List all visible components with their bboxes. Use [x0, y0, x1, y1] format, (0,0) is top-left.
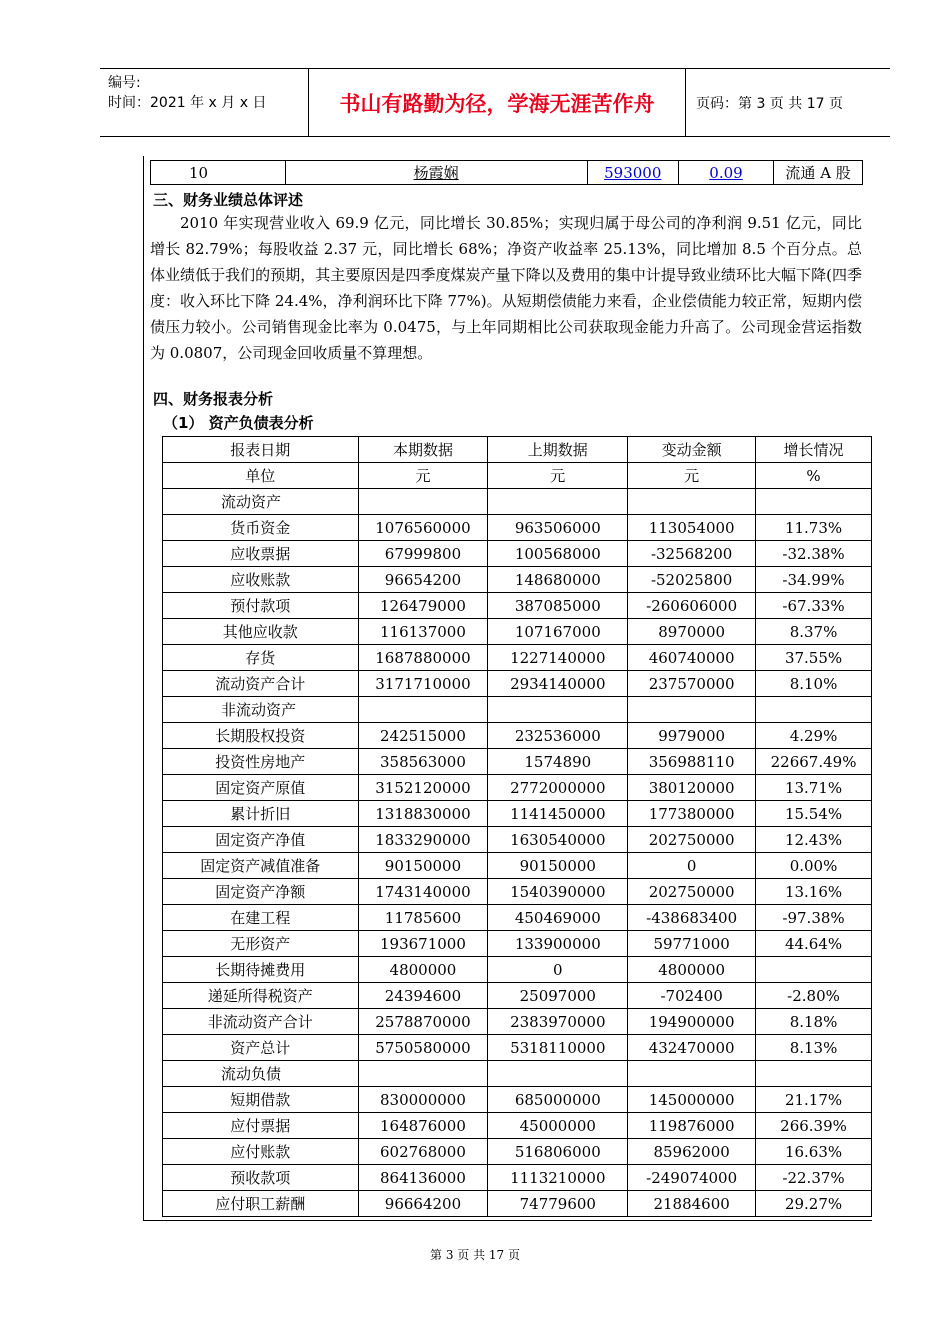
- value-cell: 25097000: [488, 983, 628, 1009]
- row-label-cell: 短期借款: [163, 1087, 359, 1113]
- value-cell: 380120000: [628, 775, 756, 801]
- value-cell: 29.27%: [756, 1191, 872, 1217]
- row-label-cell: 投资性房地产: [163, 749, 359, 775]
- value-cell: 21.17%: [756, 1087, 872, 1113]
- value-cell: 516806000: [488, 1139, 628, 1165]
- value-cell: 145000000: [628, 1087, 756, 1113]
- value-cell: 90150000: [488, 853, 628, 879]
- row-label-cell: 长期待摊费用: [163, 957, 359, 983]
- row-label-cell: 流动资产: [163, 489, 359, 515]
- value-cell: 266.39%: [756, 1113, 872, 1139]
- row-label-cell: 无形资产: [163, 931, 359, 957]
- value-cell: 15.54%: [756, 801, 872, 827]
- value-cell: 1076560000: [358, 515, 488, 541]
- value-cell: 133900000: [488, 931, 628, 957]
- header-cell: 变动金额: [628, 437, 756, 463]
- value-cell: 2383970000: [488, 1009, 628, 1035]
- value-cell: 113054000: [628, 515, 756, 541]
- value-cell: -34.99%: [756, 567, 872, 593]
- table-row: [163, 1035, 872, 1061]
- value-cell: 3171710000: [358, 671, 488, 697]
- value-cell: 602768000: [358, 1139, 488, 1165]
- row-label-cell: 非流动资产: [163, 697, 359, 723]
- row-label-cell: 资产总计: [163, 1035, 359, 1061]
- value-cell: 37.55%: [756, 645, 872, 671]
- value-cell: 1833290000: [358, 827, 488, 853]
- value-cell: -260606000: [628, 593, 756, 619]
- page-footer: 第 3 页 共 17 页: [430, 1248, 520, 1262]
- table-row: [163, 723, 872, 749]
- section3-paragraph: 2010 年实现营业收入 69.9 亿元，同比增长 30.85%；实现归属于母公司的净利润 9.51 亿元，同比增长 82.79%；每股收益 2.37 元，同比增长 68%；净资产收益率 25.13%，同比增加 8.5 个百分点。总体业绩低于我们的预期，其主要原因是四季度煤炭产量下降以及费用的集中计提导致业绩环比大幅下降(四季度：收入环比下降 24.4%，净利润环比下降 77%)。从短期偿债能力来看，企业偿债能力较正常，短期内偿债压力较小。公司销售现金比率为 0.0475，与上年同期相比公司获取现金能力升高了。公司现金营运指数为 0.0807，公司现金回收质量不算理想。: [150, 214, 862, 362]
- value-cell: 164876000: [358, 1113, 488, 1139]
- value-cell: -249074000: [628, 1165, 756, 1191]
- value-cell: 126479000: [358, 593, 488, 619]
- header-cell: 增长情况: [756, 437, 872, 463]
- row-label-cell: 固定资产原值: [163, 775, 359, 801]
- value-cell: 358563000: [358, 749, 488, 775]
- value-cell: -2.80%: [756, 983, 872, 1009]
- value-cell: 237570000: [628, 671, 756, 697]
- value-cell: 1318830000: [358, 801, 488, 827]
- header-meta: [100, 69, 309, 136]
- row-label-cell: 存货: [163, 645, 359, 671]
- row-label-cell: 固定资产净额: [163, 879, 359, 905]
- value-cell: 8.18%: [756, 1009, 872, 1035]
- value-cell: 8.37%: [756, 619, 872, 645]
- value-cell: [358, 697, 488, 723]
- value-cell: 194900000: [628, 1009, 756, 1035]
- value-cell: 0.00%: [756, 853, 872, 879]
- value-cell: 8.10%: [756, 671, 872, 697]
- header-page-label: 页码：第 3 页 共 17 页: [696, 95, 843, 112]
- number-label: 编号:: [108, 75, 141, 91]
- share-type-cell: 流通 A 股: [774, 161, 863, 185]
- value-cell: 1630540000: [488, 827, 628, 853]
- row-label-cell: 累计折旧: [163, 801, 359, 827]
- ratio-link[interactable]: 0.09: [678, 161, 773, 185]
- table-row: [163, 983, 872, 1009]
- header-row: [163, 437, 872, 463]
- value-cell: 67999800: [358, 541, 488, 567]
- value-cell: 432470000: [628, 1035, 756, 1061]
- table-row: [163, 957, 872, 983]
- value-cell: 13.16%: [756, 879, 872, 905]
- value-cell: 242515000: [358, 723, 488, 749]
- value-cell: 148680000: [488, 567, 628, 593]
- value-cell: 8970000: [628, 619, 756, 645]
- table-row: [163, 1113, 872, 1139]
- table-row: [163, 645, 872, 671]
- page-header: [100, 68, 890, 137]
- row-label-cell: 固定资产净值: [163, 827, 359, 853]
- table-row: [163, 827, 872, 853]
- value-cell: 107167000: [488, 619, 628, 645]
- section3-body: [150, 210, 862, 366]
- value-cell: 22667.49%: [756, 749, 872, 775]
- row-label-cell: 应付职工薪酬: [163, 1191, 359, 1217]
- value-cell: 193671000: [358, 931, 488, 957]
- value-cell: 11785600: [358, 905, 488, 931]
- table-row: [163, 775, 872, 801]
- table-row: [163, 541, 872, 567]
- row-label-cell: 递延所得税资产: [163, 983, 359, 1009]
- value-cell: [756, 697, 872, 723]
- value-cell: 4800000: [628, 957, 756, 983]
- balance-sheet-body: [163, 489, 872, 1217]
- table-row: [163, 879, 872, 905]
- value-cell: 3152120000: [358, 775, 488, 801]
- value-cell: 1227140000: [488, 645, 628, 671]
- value-cell: [358, 489, 488, 515]
- row-label-cell: 应付票据: [163, 1113, 359, 1139]
- value-cell: 96654200: [358, 567, 488, 593]
- value-cell: 202750000: [628, 827, 756, 853]
- value-cell: -702400: [628, 983, 756, 1009]
- value-cell: 4800000: [358, 957, 488, 983]
- value-cell: 16.63%: [756, 1139, 872, 1165]
- value-cell: 202750000: [628, 879, 756, 905]
- value-cell: 90150000: [358, 853, 488, 879]
- value-cell: 96664200: [358, 1191, 488, 1217]
- value-cell: 59771000: [628, 931, 756, 957]
- value-cell: -67.33%: [756, 593, 872, 619]
- value-cell: 119876000: [628, 1113, 756, 1139]
- value-cell: 2934140000: [488, 671, 628, 697]
- unit-cell: 元: [628, 463, 756, 489]
- name-cell: 杨霞娴: [285, 161, 587, 185]
- table-row: [163, 593, 872, 619]
- value-cell: [488, 489, 628, 515]
- value-cell: [488, 697, 628, 723]
- value-cell: 387085000: [488, 593, 628, 619]
- header-cell: 上期数据: [488, 437, 628, 463]
- unit-cell: 元: [358, 463, 488, 489]
- value-cell: [358, 1061, 488, 1087]
- value-cell: -32.38%: [756, 541, 872, 567]
- table-row: [163, 1009, 872, 1035]
- value-cell: 232536000: [488, 723, 628, 749]
- value-cell: 1540390000: [488, 879, 628, 905]
- value-cell: 116137000: [358, 619, 488, 645]
- value-cell: 1141450000: [488, 801, 628, 827]
- value-cell: 100568000: [488, 541, 628, 567]
- table-row: [163, 697, 872, 723]
- value-cell: 13.71%: [756, 775, 872, 801]
- balance-sheet-table: [162, 436, 872, 1217]
- value-cell: 356988110: [628, 749, 756, 775]
- value-cell: 1574890: [488, 749, 628, 775]
- row-label-cell: 应收账款: [163, 567, 359, 593]
- value-cell: 460740000: [628, 645, 756, 671]
- table-row: [163, 1061, 872, 1087]
- value-cell: 1113210000: [488, 1165, 628, 1191]
- value-cell: [756, 957, 872, 983]
- row-label-cell: 应收票据: [163, 541, 359, 567]
- row-label-cell: 预付款项: [163, 593, 359, 619]
- value-cell: 1743140000: [358, 879, 488, 905]
- value-cell: 963506000: [488, 515, 628, 541]
- unit-cell: 单位: [163, 463, 359, 489]
- table-row: [163, 1165, 872, 1191]
- unit-cell: 元: [488, 463, 628, 489]
- row-label-cell: 其他应收款: [163, 619, 359, 645]
- row-label-cell: 长期股权投资: [163, 723, 359, 749]
- row-label-cell: 非流动资产合计: [163, 1009, 359, 1035]
- table-row: [163, 1139, 872, 1165]
- value-cell: -52025800: [628, 567, 756, 593]
- value-cell: 177380000: [628, 801, 756, 827]
- value-cell: [628, 489, 756, 515]
- value-cell: 11.73%: [756, 515, 872, 541]
- value-cell: 0: [488, 957, 628, 983]
- value-cell: 864136000: [358, 1165, 488, 1191]
- section4-subtitle: （1） 资产负债表分析: [163, 414, 314, 432]
- table-row: [163, 567, 872, 593]
- value-cell: -438683400: [628, 905, 756, 931]
- row-label-cell: 流动负债: [163, 1061, 359, 1087]
- value-cell: -97.38%: [756, 905, 872, 931]
- row-label-cell: 在建工程: [163, 905, 359, 931]
- value-cell: -32568200: [628, 541, 756, 567]
- value-cell: 830000000: [358, 1087, 488, 1113]
- header-motto: 书山有路勤为径，学海无涯苦作舟: [309, 69, 686, 136]
- header-cell: 本期数据: [358, 437, 488, 463]
- shareholder-table: [150, 160, 863, 185]
- value-cell: [628, 1061, 756, 1087]
- shares-link[interactable]: 593000: [587, 161, 678, 185]
- value-cell: 2772000000: [488, 775, 628, 801]
- row-label-cell: 固定资产减值准备: [163, 853, 359, 879]
- value-cell: 5318110000: [488, 1035, 628, 1061]
- value-cell: 45000000: [488, 1113, 628, 1139]
- header-cell: 报表日期: [163, 437, 359, 463]
- value-cell: [756, 489, 872, 515]
- value-cell: 12.43%: [756, 827, 872, 853]
- value-cell: 2578870000: [358, 1009, 488, 1035]
- row-label-cell: 货币资金: [163, 515, 359, 541]
- value-cell: 685000000: [488, 1087, 628, 1113]
- rank-cell: 10: [151, 161, 286, 185]
- value-cell: 450469000: [488, 905, 628, 931]
- section3-title: 三、财务业绩总体评述: [153, 191, 304, 209]
- value-cell: [628, 697, 756, 723]
- section4-title: 四、财务报表分析: [153, 390, 274, 408]
- value-cell: 9979000: [628, 723, 756, 749]
- table-row: [163, 515, 872, 541]
- time-label: 时间：2021 年 x 月 x 日: [108, 95, 267, 111]
- value-cell: 4.29%: [756, 723, 872, 749]
- value-cell: 21884600: [628, 1191, 756, 1217]
- table-row: [163, 1087, 872, 1113]
- value-cell: 0: [628, 853, 756, 879]
- table-row: [163, 671, 872, 697]
- row-label-cell: 预收款项: [163, 1165, 359, 1191]
- table-row: [163, 489, 872, 515]
- table-row: [163, 853, 872, 879]
- value-cell: 5750580000: [358, 1035, 488, 1061]
- value-cell: 74779600: [488, 1191, 628, 1217]
- unit-row: [163, 463, 872, 489]
- value-cell: 85962000: [628, 1139, 756, 1165]
- row-label-cell: 应付账款: [163, 1139, 359, 1165]
- table-row: [163, 749, 872, 775]
- value-cell: -22.37%: [756, 1165, 872, 1191]
- table-row: [163, 905, 872, 931]
- table-row: [163, 619, 872, 645]
- value-cell: 8.13%: [756, 1035, 872, 1061]
- table-row: [163, 931, 872, 957]
- value-cell: 24394600: [358, 983, 488, 1009]
- table-row: [163, 1191, 872, 1217]
- value-cell: 44.64%: [756, 931, 872, 957]
- value-cell: 1687880000: [358, 645, 488, 671]
- value-cell: [488, 1061, 628, 1087]
- row-label-cell: 流动资产合计: [163, 671, 359, 697]
- table-row: [151, 161, 863, 185]
- table-row: [163, 801, 872, 827]
- value-cell: [756, 1061, 872, 1087]
- unit-cell: %: [756, 463, 872, 489]
